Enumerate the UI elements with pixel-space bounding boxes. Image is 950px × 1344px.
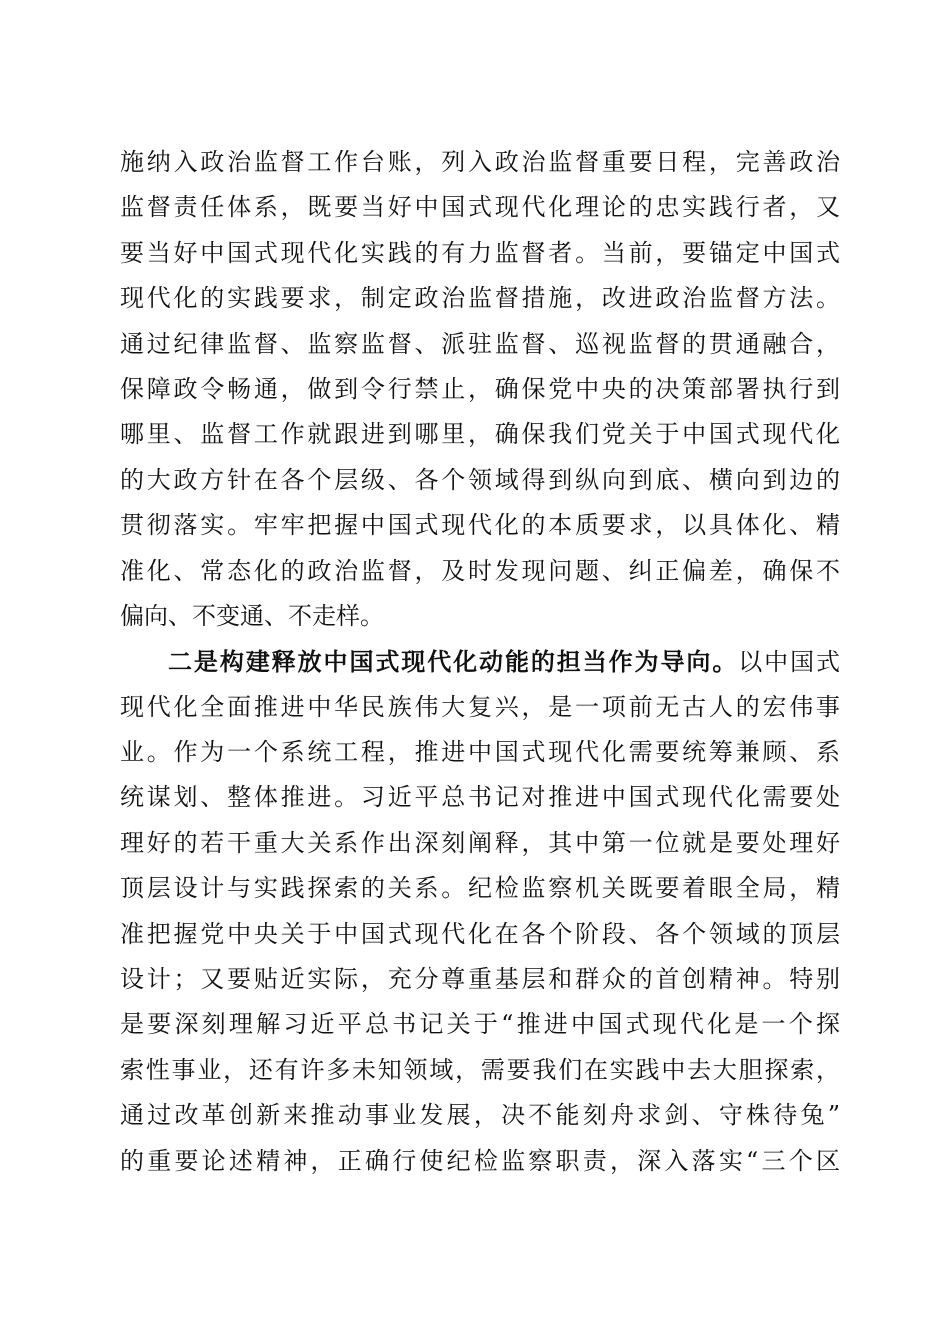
text-line: 索性事业，还有许多未知领域，需要我们在实践中去大胆探索，	[120, 1055, 840, 1084]
text-line: 通过纪律监督、监察监督、派驻监督、巡视监督的贯通融合，	[120, 329, 840, 358]
text-line: 现代化全面推进中华民族伟大复兴，是一项前无古人的宏伟事	[120, 692, 840, 721]
text-line: 统谋划、整体推进。习近平总书记对推进中国式现代化需要处	[120, 783, 840, 812]
paragraph-2	[120, 639, 840, 1184]
document-body	[120, 140, 840, 1184]
text-line: 业。作为一个系统工程，推进中国式现代化需要统筹兼顾、系	[120, 738, 840, 767]
text-line: 通过改革创新来推动事业发展，决不能刻舟求剑、守株待兔”	[120, 1101, 840, 1130]
text-line: 施纳入政治监督工作台账，列入政治监督重要日程，完善政治	[120, 148, 840, 176]
text-line: 是要深刻理解习近平总书记关于“推进中国式现代化是一个探	[120, 1010, 840, 1039]
text-line: 顶层设计与实践探索的关系。纪检监察机关既要着眼全局，精	[120, 874, 840, 903]
heading-line-rest: 以中国式	[738, 648, 841, 677]
text-line: 偏向、不变通、不走样。	[120, 601, 384, 630]
text-line: 的大政方针在各个层级、各个领域得到纵向到底、横向到边的	[120, 465, 840, 494]
text-line: 监督责任体系，既要当好中国式现代化理论的忠实践行者，又	[120, 193, 840, 222]
text-line: 要当好中国式现代化实践的有力监督者。当前，要锚定中国式	[120, 238, 840, 267]
text-line: 现代化的实践要求，制定政治监督措施，改进政治监督方法。	[120, 284, 840, 313]
text-line: 理好的若干重大关系作出深刻阐释，其中第一位就是要处理好	[120, 828, 840, 857]
paragraph-heading-line	[120, 639, 840, 684]
text-line: 的重要论述精神，正确行使纪检监察职责，深入落实“三个区	[120, 1146, 840, 1175]
text-line: 设计；又要贴近实际，充分尊重基层和群众的首创精神。特别	[120, 965, 840, 994]
text-line: 准把握党中央关于中国式现代化在各个阶段、各个领域的顶层	[120, 919, 840, 948]
text-line: 保障政令畅通，做到令行禁止，确保党中央的决策部署执行到	[120, 374, 840, 403]
text-line: 哪里、监督工作就跟进到哪里，确保我们党关于中国式现代化	[120, 420, 840, 449]
paragraph-1	[120, 140, 840, 639]
text-line: 贯彻落实。牢牢把握中国式现代化的本质要求，以具体化、精	[120, 511, 840, 540]
text-line: 准化、常态化的政治监督，及时发现问题、纠正偏差，确保不	[120, 556, 840, 585]
section-heading: 二是构建释放中国式现代化动能的担当作为导向。	[168, 647, 739, 677]
